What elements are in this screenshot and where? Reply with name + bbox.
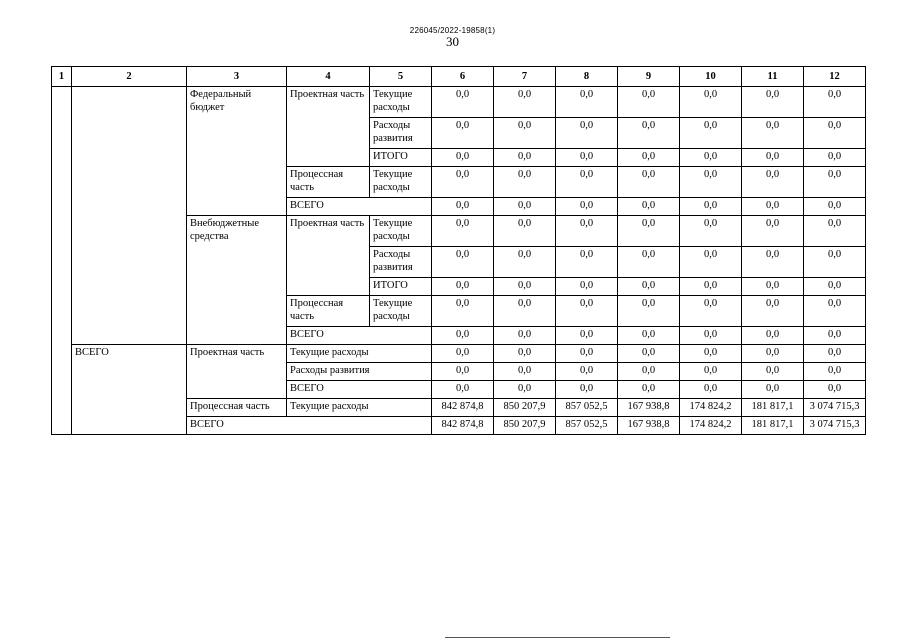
expense-type-label: Текущие расходы — [287, 399, 432, 417]
value-cell: 0,0 — [680, 247, 742, 278]
value-cell: 0,0 — [742, 247, 804, 278]
value-cell: 0,0 — [494, 87, 556, 118]
value-cell: 167 938,8 — [618, 417, 680, 435]
col-header: 2 — [72, 67, 187, 87]
table-row — [52, 345, 866, 363]
value-cell: 0,0 — [432, 381, 494, 399]
value-cell: 0,0 — [494, 167, 556, 198]
col-header: 7 — [494, 67, 556, 87]
value-cell: 0,0 — [556, 247, 618, 278]
value-cell: 0,0 — [618, 216, 680, 247]
expense-type-label: Расходы развития — [287, 363, 432, 381]
value-cell: 0,0 — [618, 87, 680, 118]
value-cell: 0,0 — [618, 198, 680, 216]
col-header: 8 — [556, 67, 618, 87]
value-cell: 0,0 — [556, 167, 618, 198]
value-cell: 0,0 — [494, 118, 556, 149]
value-cell: 0,0 — [680, 87, 742, 118]
value-cell: 0,0 — [556, 345, 618, 363]
value-cell: 0,0 — [680, 149, 742, 167]
value-cell: 0,0 — [742, 363, 804, 381]
part-label: Процессная часть — [287, 296, 370, 327]
value-cell: 0,0 — [432, 345, 494, 363]
col-header: 5 — [370, 67, 432, 87]
header-row — [52, 67, 866, 87]
value-cell: 0,0 — [680, 345, 742, 363]
value-cell: 0,0 — [494, 198, 556, 216]
value-cell: 0,0 — [804, 167, 866, 198]
expense-type-label: Текущие расходы — [287, 345, 432, 363]
empty-cell — [72, 87, 187, 345]
value-cell: 0,0 — [804, 216, 866, 247]
part-label: Процессная часть — [187, 399, 287, 417]
value-cell: 0,0 — [556, 327, 618, 345]
value-cell: 0,0 — [432, 118, 494, 149]
value-cell: 0,0 — [680, 327, 742, 345]
col-header: 3 — [187, 67, 287, 87]
value-cell: 0,0 — [432, 198, 494, 216]
value-cell: 0,0 — [618, 381, 680, 399]
col-header: 10 — [680, 67, 742, 87]
part-label: Проектная часть — [187, 345, 287, 399]
value-cell: 857 052,5 — [556, 399, 618, 417]
value-cell: 0,0 — [742, 118, 804, 149]
total-label: ВСЕГО — [287, 327, 432, 345]
value-cell: 0,0 — [432, 216, 494, 247]
value-cell: 0,0 — [432, 149, 494, 167]
value-cell: 0,0 — [618, 345, 680, 363]
value-cell: 0,0 — [556, 381, 618, 399]
value-cell: 0,0 — [680, 167, 742, 198]
value-cell: 0,0 — [618, 327, 680, 345]
value-cell: 0,0 — [556, 118, 618, 149]
value-cell: 0,0 — [742, 296, 804, 327]
expense-type-label: Расходы развития — [370, 247, 432, 278]
value-cell: 0,0 — [742, 381, 804, 399]
expense-type-label: Текущие расходы — [370, 216, 432, 247]
total-label: ВСЕГО — [287, 381, 432, 399]
value-cell: 0,0 — [804, 247, 866, 278]
value-cell: 0,0 — [432, 167, 494, 198]
value-cell: 0,0 — [556, 363, 618, 381]
value-cell: 0,0 — [680, 296, 742, 327]
col-header: 1 — [52, 67, 72, 87]
value-cell: 0,0 — [742, 198, 804, 216]
value-cell: 857 052,5 — [556, 417, 618, 435]
page-number: 30 — [446, 34, 459, 49]
value-cell: 0,0 — [680, 381, 742, 399]
value-cell: 0,0 — [494, 381, 556, 399]
value-cell: 0,0 — [742, 216, 804, 247]
source-label: Федеральный бюджет — [187, 87, 287, 216]
expense-type-label: ИТОГО — [370, 149, 432, 167]
expense-type-label: Текущие расходы — [370, 296, 432, 327]
table-row — [52, 87, 866, 118]
value-cell: 0,0 — [432, 327, 494, 345]
value-cell: 0,0 — [804, 149, 866, 167]
value-cell: 0,0 — [618, 296, 680, 327]
expense-type-label: Текущие расходы — [370, 87, 432, 118]
value-cell: 0,0 — [680, 278, 742, 296]
value-cell: 0,0 — [494, 149, 556, 167]
grand-total-label: ВСЕГО — [72, 345, 187, 435]
value-cell: 0,0 — [618, 118, 680, 149]
value-cell: 0,0 — [494, 216, 556, 247]
value-cell: 0,0 — [804, 198, 866, 216]
value-cell: 850 207,9 — [494, 417, 556, 435]
value-cell: 0,0 — [742, 327, 804, 345]
value-cell: 0,0 — [804, 87, 866, 118]
value-cell: 0,0 — [556, 216, 618, 247]
col-header: 11 — [742, 67, 804, 87]
value-cell: 0,0 — [742, 149, 804, 167]
budget-table — [51, 66, 866, 435]
value-cell: 0,0 — [680, 118, 742, 149]
part-label: Проектная часть — [287, 87, 370, 167]
value-cell: 0,0 — [804, 296, 866, 327]
value-cell: 0,0 — [680, 198, 742, 216]
value-cell: 0,0 — [494, 278, 556, 296]
value-cell: 0,0 — [432, 363, 494, 381]
source-label: Внебюджетные средства — [187, 216, 287, 345]
expense-type-label: Расходы развития — [370, 118, 432, 149]
value-cell: 174 824,2 — [680, 417, 742, 435]
value-cell: 0,0 — [556, 149, 618, 167]
value-cell: 0,0 — [494, 296, 556, 327]
value-cell: 181 817,1 — [742, 399, 804, 417]
value-cell: 850 207,9 — [494, 399, 556, 417]
expense-type-label: ИТОГО — [370, 278, 432, 296]
col-header: 4 — [287, 67, 370, 87]
value-cell: 0,0 — [618, 247, 680, 278]
col-header: 6 — [432, 67, 494, 87]
value-cell: 0,0 — [804, 363, 866, 381]
value-cell: 174 824,2 — [680, 399, 742, 417]
col-header: 12 — [804, 67, 866, 87]
value-cell: 0,0 — [742, 278, 804, 296]
total-label: ВСЕГО — [287, 198, 432, 216]
value-cell: 0,0 — [432, 247, 494, 278]
value-cell: 0,0 — [432, 296, 494, 327]
value-cell: 0,0 — [742, 87, 804, 118]
value-cell: 0,0 — [494, 363, 556, 381]
value-cell: 0,0 — [556, 278, 618, 296]
value-cell: 0,0 — [742, 167, 804, 198]
value-cell: 0,0 — [804, 381, 866, 399]
value-cell: 0,0 — [680, 363, 742, 381]
value-cell: 842 874,8 — [432, 399, 494, 417]
col-header: 9 — [618, 67, 680, 87]
value-cell: 0,0 — [618, 149, 680, 167]
value-cell: 0,0 — [618, 278, 680, 296]
value-cell: 0,0 — [618, 167, 680, 198]
value-cell: 0,0 — [556, 296, 618, 327]
value-cell: 0,0 — [804, 327, 866, 345]
total-label: ВСЕГО — [187, 417, 432, 435]
value-cell: 0,0 — [432, 87, 494, 118]
document-id: 226045/2022-19858(1) — [409, 26, 496, 35]
value-cell: 0,0 — [804, 278, 866, 296]
value-cell: 0,0 — [494, 345, 556, 363]
value-cell: 0,0 — [494, 327, 556, 345]
value-cell: 167 938,8 — [618, 399, 680, 417]
value-cell: 0,0 — [804, 345, 866, 363]
expense-type-label: Текущие расходы — [370, 167, 432, 198]
value-cell: 0,0 — [556, 198, 618, 216]
value-cell: 3 074 715,3 — [804, 399, 866, 417]
value-cell: 0,0 — [618, 363, 680, 381]
divider — [445, 637, 670, 638]
value-cell: 0,0 — [556, 87, 618, 118]
value-cell: 3 074 715,3 — [804, 417, 866, 435]
value-cell: 0,0 — [742, 345, 804, 363]
part-label: Процессная часть — [287, 167, 370, 198]
value-cell: 0,0 — [494, 247, 556, 278]
value-cell: 0,0 — [432, 278, 494, 296]
value-cell: 0,0 — [680, 216, 742, 247]
value-cell: 842 874,8 — [432, 417, 494, 435]
value-cell: 181 817,1 — [742, 417, 804, 435]
part-label: Проектная часть — [287, 216, 370, 296]
value-cell: 0,0 — [804, 118, 866, 149]
empty-cell — [52, 87, 72, 435]
